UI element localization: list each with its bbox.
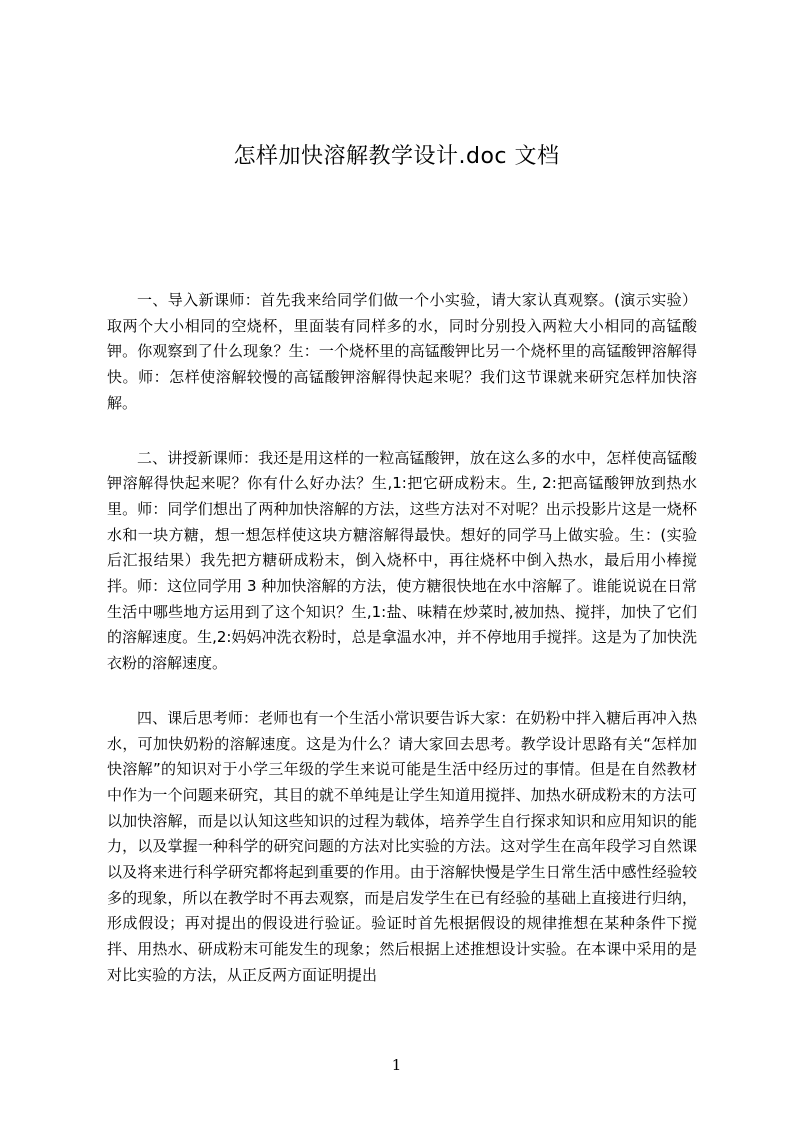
document-body bbox=[107, 288, 697, 1018]
document-title: 怎样加快溶解教学设计.doc 文档 bbox=[233, 144, 560, 169]
page-number: 1 bbox=[391, 1056, 402, 1074]
paragraph-new-lesson: 二、讲授新课师：我还是用这样的一粒高锰酸钾，放在这么多的水中，怎样使高锰酸钾溶解得快起来呢？你有什么好办法？生,1:把它研成粉末。生, 2:把高锰酸钾放到热水里。师：同学们想出了两种加快溶解的方法，这些方法对不对呢？出示投影片这是一烧杯水和一块方糖，想一想怎样使这块方糖溶解得最快。想好的同学马上做实验。生：(实验后汇报结果）我先把方糖研成粉末，倒入烧杯中，再往烧杯中倒入热水，最后用小棒搅拌。师：这位同学用 3 种加快溶解的方法，使方糖很快地在水中溶解了。谁能说说在日常生活中哪些地方运用到了这个知识？生,1:盐、味精在炒菜时,被加热、搅拌，加快了它们的溶解速度。生,2:妈妈冲洗衣粉时，总是拿温水冲，并不停地用手搅拌。这是为了加快洗衣粉的溶解速度。 bbox=[107, 448, 697, 673]
paragraph-introduction: 一、导入新课师：首先我来给同学们做一个小实验，请大家认真观察。(演示实验）取两个大小相同的空烧杯，里面装有同样多的水，同时分别投入两粒大小相同的高锰酸钾。你观察到了什么现象？生：一个烧杯里的高锰酸钾比另一个烧杯里的高锰酸钾溶解得快。师：怎样使溶解较慢的高锰酸钾溶解得快起来呢？我们这节课就来研究怎样加快溶解。 bbox=[107, 291, 697, 412]
paragraph-reflection: 四、课后思考师：老师也有一个生活小常识要告诉大家：在奶粉中拌入糖后再冲入热水，可加快奶粉的溶解速度。这是为什么？请大家回去思考。教学设计思路有关“怎样加快溶解”的知识对于小学三年级的学生来说可能是生活中经历过的事情。但是在自然教材中作为一个问题来研究，其目的就不单纯是让学生知道用搅拌、加热水研成粉末的方法可以加快溶解，而是以认知这些知识的过程为载体，培养学生自行探求知识和应用知识的能力，以及掌握一种科学的研究问题的方法对比实验的方法。这对学生在高年段学习自然课以及将来进行科学研究都将起到重要的作用。由于溶解快慢是学生日常生活中感性经验较多的现象，所以在教学时不再去观察，而是启发学生在已有经验的基础上直接进行归纳，形成假设；再对提出的假设进行验证。验证时首先根据假设的规律推想在某种条件下搅拌、用热水、研成粉末可能发生的现象；然后根据上述推想设计实验。在本课中采用的是对比实验的方法，从正反两方面证明提出 bbox=[107, 708, 697, 984]
